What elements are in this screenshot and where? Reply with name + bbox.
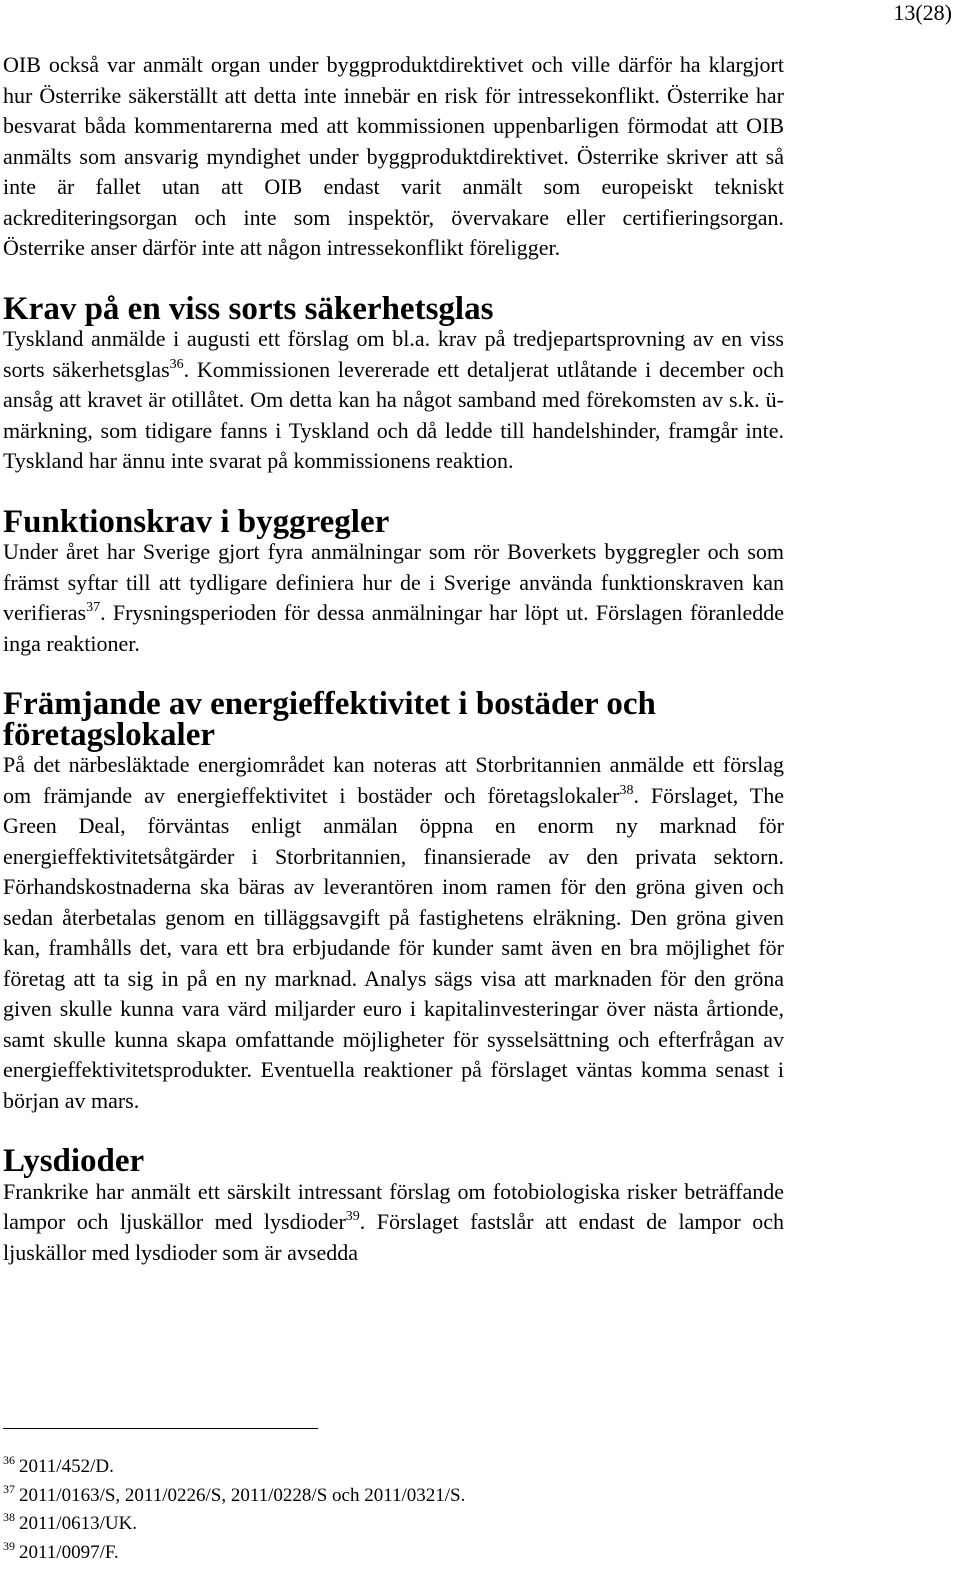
section-gap [3,659,784,689]
paragraph-text: På det närbesläktade energiområdet kan noteras att Storbritannien anmälde ett förslag om främjande av energieffektivitet i bostäder och företagslokaler [3,752,784,808]
paragraph-text: Tyskland anmälde i augusti ett förslag om bl.a. krav på tredjepartsprovning av en viss sorts säkerhetsglas [3,326,784,382]
paragraph-text: Frankrike har anmält ett särskilt intressant förslag om fotobiologiska risker beträffande lampor och ljuskällor med lysdioder [3,1178,784,1234]
section-paragraph-lysdioder [3,1177,784,1269]
footnote-number: 39 [3,1538,15,1553]
section-paragraph-funktion [3,537,784,659]
section-gap [3,477,784,507]
page-number: 13(28) [893,0,952,25]
section-gap [3,264,784,294]
footnote-text: 2011/452/D. [19,1456,114,1477]
footnote-text: 2011/0613/UK. [19,1513,138,1534]
footnote-ref[interactable]: 38 [619,782,634,798]
section-heading-lysdioder: Lysdioder [3,1143,145,1179]
paragraph-text: Under året har Sverige gjort fyra anmälningar som rör Boverkets byggregler och som främst syftar till att tydligare definiera hur de i Sverige använda funktionskraven kan verifieras [3,539,784,625]
document-body [3,50,784,1268]
footnote-number: 38 [3,1510,15,1524]
footnote-39 [3,1539,465,1568]
footnote-number: 36 [3,1453,15,1467]
intro-paragraph: OIB också var anmält organ under byggproduktdirektivet och ville därför ha klargjort hur Österrike säkerställt att detta inte innebär en risk för intressekonflikt. Österrike har besvarat båda kommentarerna med att kommissionen uppenbarligen förmodat att OIB anmälts som ansvarig myndighet under byggproduktdirektivet. Österrike skriver att så inte är fallet utan att OIB endast varit anmält som europeiskt tekniskt ackrediteringsorgan och inte som inspektör, övervakare eller certifieringsorgan. Österrike anser därför inte att någon intressekonflikt föreligger. [3,52,784,260]
footnote-number: 37 [3,1481,15,1496]
section-heading-glas: Krav på en viss sorts säkerhetsglas [3,290,494,327]
section-gap [3,1116,784,1146]
section-paragraph-glas [3,324,784,477]
section-heading-funktion: Funktionskrav i byggregler [3,503,390,540]
paragraph-text: . Frysningsperioden för dessa anmälningar har löpt ut. Förslagen föranledde inga reaktioner. [3,600,784,656]
footnotes [3,1453,465,1567]
footnote-divider [3,1428,318,1429]
footnote-text: 2011/0097/F. [19,1541,119,1563]
footnote-ref[interactable]: 39 [345,1209,360,1224]
footnote-38 [3,1510,465,1539]
footnote-ref[interactable]: 37 [86,600,101,615]
section-heading-energi: Främjande av energieffektivitet i bostäder och företagslokaler [3,686,656,753]
footnote-ref[interactable]: 36 [169,356,184,372]
paragraph-text: . Förslaget, The Green Deal, förväntas enligt anmälan öppna en enorm ny marknad för energieffektivitetsåtgärder i Storbritannien, finansierade av den privata sektorn. Förhandskostnaderna ska bäras av leverantören inom ramen för den gröna given och sedan återbetalas genom en tilläggsavgift på fastighetens elräkning. Den gröna given kan, framhålls det, vara ett bra erbjudande för kunder samt även en bra möjlighet för företag att ta sig in på en ny marknad. Analys sägs visa att marknaden för den gröna given skulle kunna vara värd miljarder euro i kapitalinvesteringar över nästa årtionde, samt skulle kunna skapa omfattande möjligheter för sysselsättning och efterfrågan av energieffektivitetsprodukter. Eventuella reaktioner på förslaget väntas komma senast i början av mars. [3,782,784,1113]
section-paragraph-energi [3,750,784,1116]
paragraph-text: . Förslaget fastslår att endast de lampor och ljuskällor med lysdioder som är avsedda [3,1209,784,1265]
paragraph-text: . Kommissionen levererade ett detaljerat utlåtande i december och ansåg att kravet är otillåtet. Om detta kan ha något samband med förekomsten av s.k. ü-märkning, som tidigare fanns i Tyskland och då ledde till handelshinder, framgår inte. Tyskland har ännu inte svarat på kommissionens reaktion. [3,356,785,473]
footnote-37 [3,1482,465,1511]
footnote-36 [3,1453,465,1482]
footnote-text: 2011/0163/S, 2011/0226/S, 2011/0228/S och 2011/0321/S. [19,1484,466,1506]
